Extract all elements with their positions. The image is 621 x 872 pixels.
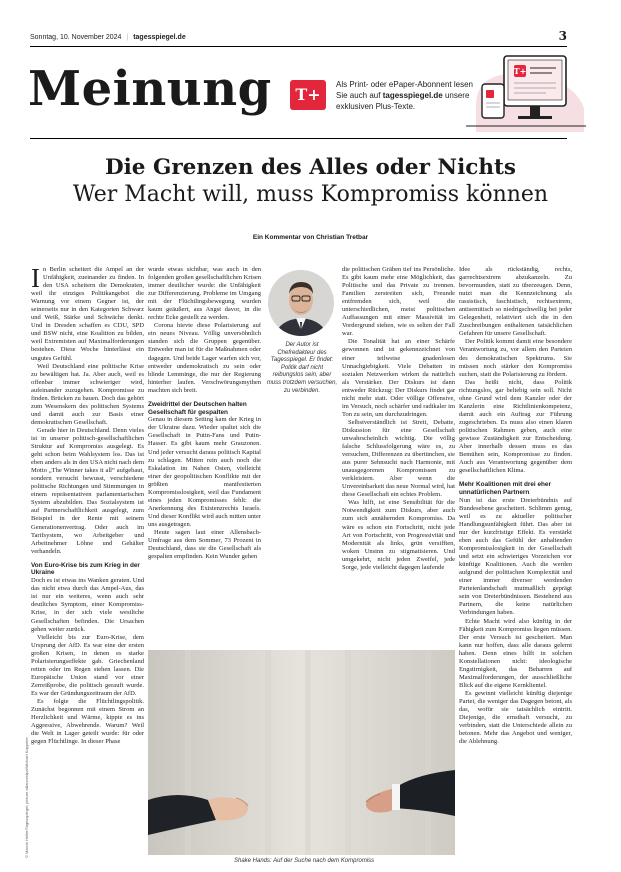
paragraph: die politischen Gräben tief ins Persönliche. Es gibt kaum mehr eine Möglichkeit, das Politische und das Private zu trennen. Familien zerstreiten sich, Freunde entfremden sich, weil die unterschiedlichen, meist politischen Auffassungen mit einer Massivität im Vordergrund stehen, wie es selten der Fall war. xyxy=(342,266,455,338)
paragraph: Der Politik kommt damit eine besondere Verantwortung zu, vor allem den Parteien des demokratischen Spektrums. Sie müssen noch stärker den Kompromiss suchen, statt die Polarisierung zu fördern. xyxy=(459,338,572,378)
svg-text:T+: T+ xyxy=(513,66,527,76)
promo-text xyxy=(336,79,473,112)
subheading: Mehr Koalitionen mit drei eher unnatürlichen Partnern xyxy=(459,481,551,497)
paragraph: Genau in diesem Setting kam der Krieg in der Ukraine dazu. Wieder spaltet sich die Gesellschaft in Putin-Fans und Putin-Hasser. Es gibt kaum mehr Grauzonen. Und jeder versucht daraus politisch Kapital zu schlagen. Mitten rein auch noch die Eskalation im Nahen Osten, vielleicht einer der geopolitischen Konflikte mit der größten manifestierten Kompromisslosigkeit, weil das Fundament eines jeden Kompromisses fehlt: die Anerkennung des Existenzrechts Israels. Und dieser Konflikt wird auch mitten unter uns ausgetragen. xyxy=(148,416,261,528)
site-name: tagesspiegel.de xyxy=(133,34,186,41)
paragraph: Idee als rückständig, rechts, garrechtsextrem abzukanzeln. Zu bevormunden, statt zu überzeugen. Denn, nutzt man die Kennzeichnung als rassistisch, faschistisch, rechtsextrem, antisemitisch so niedrigschwellig bei jeder Gelegenheit, relativiert sich die in den Zuschreibungen enthaltenen tatsächlichen Gefahren für unsere Gesellschaft. xyxy=(459,266,572,338)
paragraph: Heute sagen laut einer Allensbach-Umfrage aus dem Sommer, 73 Prozent in Deutschland, dass sie die Gesellschaft als gespalten empfinden. Kein Wunder gehen xyxy=(148,529,261,561)
paragraph xyxy=(31,263,144,363)
article-column-4 xyxy=(459,266,572,746)
byline: Ein Kommentar von Christian Tretbar xyxy=(252,234,369,241)
promo-link[interactable]: tagesspiegel.de xyxy=(382,91,443,100)
promo-line-1: Als Print- oder ePaper-Abonnent lesen xyxy=(336,80,473,89)
author-caption: Der Autor ist Chefredakteur des Tagesspiegel. Er findet: Politik darf nicht reibungslos sein, aber muss trotzdem versuchen, zu verbinden. xyxy=(266,342,338,394)
header-divider: | xyxy=(126,34,129,41)
paragraph: Es gewinnt vielleicht künftig diejenige Partei, die weniger das Dagegen betont, als das, wofür sie tatsächlich eintritt. Diejenige, die ernsthaft versucht, zu verbinden, statt die Unterschiede allein zu betonen. Mehr das Angebot und weniger, die Ablehnung. xyxy=(459,689,572,746)
promo-line-2-post: unsere xyxy=(442,91,470,100)
paragraph-text: n Berlin scheitert die Ampel an der Unfähigkeit, zueinander zu finden. In den USA scheitern die Demokraten, weil ihr einziges Politikangebot die Warnung vor einem Gegner ist, der seinerseits nur in den Kategorien Schwarz und Weiß, Stärke und Schwäche denkt. Und in Dresden schaffen es CDU, SPD und BSW nicht, eine Koalition zu bilden, weil Extremisten auf Maximalforderungen bestehen. Diese Woche hinterlässt ein ungutes Gefühl. xyxy=(31,266,144,362)
paragraph: Vielleicht bis zur Euro-Krise, dem Ursprung der AfD. Es war eine der ersten großen Krisen, in denen es starke Polarisierungseffekte gab. Griechenland retten oder im Regen stehen lassen. Die Europäische Union stand vor einer Zerreißprobe, die politisch gerauft wurde. Es war der Gründungszeitraum der AfD. xyxy=(31,633,144,697)
handshake-photo xyxy=(148,650,455,855)
drop-cap: I xyxy=(31,263,40,293)
subheadline: Wer Macht will, muss Kompromiss können xyxy=(72,182,549,207)
promo-line-2-pre: Sie auch auf xyxy=(336,91,383,100)
paragraph: Echte Macht wird also künftig in der Fähigkeit zum Kompromiss liegen müssen. Der erste Versuch ist gescheitert. Man kann nur hoffen, dass alle daraus gelernt haben. Denn eines hilft in solchen Konstellationen nicht: ideologische Engstirnigkeit, das Beharren auf Maximalforderungen, der ausschließliche Blick auf die eigene Kernklientel. xyxy=(459,617,572,689)
photo-caption: Shake Hands: Auf der Suche nach dem Kompromiss xyxy=(234,858,375,864)
subheading: Von Euro-Krise bis zum Krieg in der Ukraine xyxy=(31,561,140,577)
paragraph: Gerade hier in Deutschland. Denn vieles ist in unserer politisch-gesellschaftlichen Struktur auf Kompromiss ausgelegt. Es geht schon beim Wahlsystem los. Das ist eben anders als in den USA nicht nach dem Motto „The Winner takes it all“ aufgebaut, sondern versucht bewusst, verschiedene politische Richtungen und Stimmungen in einem repräsentativen parlamentarischen System abzubilden. Das Sozialsystem ist auf Partnerschaftlichkeit ausgelegt, zum Beispiel in der Rente mit seinem Generationenvertrag. Oder auch im Tarifsystem, wo Arbeitgeber und Arbeitnehmer Löhne und Gehälter verhandeln. xyxy=(31,426,144,555)
promo-line-2 xyxy=(336,90,473,101)
page-header-date xyxy=(30,34,186,41)
section-rule xyxy=(30,138,567,139)
promo-line-3: exklusiven Plus-Texte. xyxy=(336,102,416,111)
author-portrait xyxy=(266,268,336,338)
article-column-3 xyxy=(342,266,455,572)
article-column-1 xyxy=(31,263,144,746)
page-number: 3 xyxy=(558,29,567,43)
paragraph: Doch es ist etwas ins Wanken geraten. Und das nicht etwa durch das Ampel-Aus, das ist nur ein weiteres, wenn auch sehr deutliches Symptom, einer Kompromiss-Krise, in der sich viele westliche Gesellschaften befinden. Die Ursachen gehen weiter zurück. xyxy=(31,577,144,633)
tplus-logo xyxy=(290,80,326,110)
paragraph: Weil Deutschland eine politische Krise zu bewältigen hat. Ja. Aber auch, weil es offenbar immer schwieriger wird, aufeinander zuzugehen. Kompromisse zu finden. Brücken zu bauen. Doch das gehört zum Wesenskern des politischen Systems und damit auch zur Basis einer demokratischen Gesellschaft. xyxy=(31,362,144,426)
paragraph: Selbstverständlich ist Streit, Debatte, Diskussion für eine Gesellschaft unwahrscheinlich wichtig. Die völlig falsche Schlussfolgerung wäre es, zu versuchen, Differenzen zu übertünchen, sie aus purer Sehnsucht nach Harmonie, mit unausgegorenen Kompromissen zu verkleistern. Aber wenn die Unvereinbarkeit das neue Normal wird, hat diese Gesellschaft ein echtes Problem. xyxy=(342,418,455,499)
paragraph: Es folgte die Flüchtlingspolitik. Zunächst begonnen mit einem Strom an Herzlichkeit und Wärme, kippte es ins Aggressive, Abwehrende. Warum? Weil die Welt in Lager geteilt wurde: für oder gegen Flüchtlinge. In dieser Phase xyxy=(31,697,144,746)
paragraph: Was hilft, ist eine Sensibilität für die Notwendigkeit zum Diskurs, aber auch zum sich annähernden Kompromiss. Da wäre es schon ein Fortschritt, nicht jede Art von Fortschritt, von Progressivität und Modernität als links, grün versifften, woken Unsinn zu stigmatisieren. Und umgekehrt, nicht jeden Zweifel, jede Sorge, jede vielleicht dagegen laufende xyxy=(342,499,455,571)
paragraph: Die Tonalität hat an einer Schärfe gewonnen und ist gekennzeichnet von einer teilweise gnadenlosen Unnachgiebigkeit. Viele Debatten in sozialen Netzwerken wirken da natürlich als Verstärker. Der Diskurs ist dann entweder Rückzug: Der Diskurs findet gar nicht mehr statt. Oder völlige Offensive, im Versuch, noch schärfer und radikaler im Ton zu sein, um durchzudringen. xyxy=(342,338,455,418)
paragraph: Nun ist das erste Dreierbündnis auf Bundesebene gescheitert. Schlimm genug, weil es zu aktueller politischer Handlungsunfähigkeit führt. Das aber ist nur der kurzfristige Effekt. Es verstärkt eben auch das Gefühl der anhaltenden Kompromisslosigkeit in der Gesellschaft und setzt ein schwieriges Vorzeichen vor künftige Koalitionen. Auch die werden aufgrund der politischen Komplexität und einer immer diverser werdenden Parteienlandschaft mutmaßlich geprägt sein von Dreierbündnissen. Bestehend aus Partnern, die keine natürlichen Verbindungen haben. xyxy=(459,496,572,617)
paragraph: Das heißt nicht, dass Politik richtungslos, gar beliebig sein soll. Nicht ohne Grund wird dem Kanzler oder der Kanzlerin eine Richtlinienkompetenz, damit auch ein Auftrag zur Führung zugeschrieben. Es muss also einen klaren politischen Rahmen geben, auch eine gewisse Zuständigkeit zur Entscheidung. Aber innerhalb dessen muss es das Bemühen sein, Kompromisse zu finden. Auch aus Verantwortung gegenüber dem gesellschaftlichen Klima. xyxy=(459,378,572,475)
article-column-2 xyxy=(148,266,261,561)
tplus-logo-text: T+ xyxy=(295,85,321,104)
device-illustration xyxy=(466,48,586,132)
section-title: Meinung xyxy=(28,61,272,117)
headline: Die Grenzen des Alles oder Nichts xyxy=(104,155,516,180)
subheading: Zweidrittel der Deutschen halten Gesellschaft für gespalten xyxy=(148,400,247,416)
paragraph: Corona hievte diese Polarisierung auf ein neues Niveau. Völlig unversöhnlich standen sich die Gruppen gegenüber. Entweder man ist für die Maßnahmen oder dagegen. Und beide Lager warfen sich vor, entweder undemokratisch zu sein oder blinde Lemminge, die nur der Regierung hinterher laufen. Verschwörungsmythen machten sich breit. xyxy=(148,322,261,394)
date-text: Sonntag, 10. November 2024 xyxy=(30,34,122,41)
photo-credit: © Marcin Heller/Tagesspiegel; picture alliance/dpa/Michael Kappeler xyxy=(24,737,29,858)
header-rule xyxy=(30,46,567,47)
paragraph: wurde etwas sichtbar, was auch in den folgenden großen gesellschaftlichen Krisen immer deutlicher wurde: die Unfähigkeit zur Differenzierung. Probleme im Umgang mit der Flüchtlingsbewegung wurden kaum geäußert, aus Angst davor, in die rechte Ecke gestellt zu werden. xyxy=(148,266,261,322)
